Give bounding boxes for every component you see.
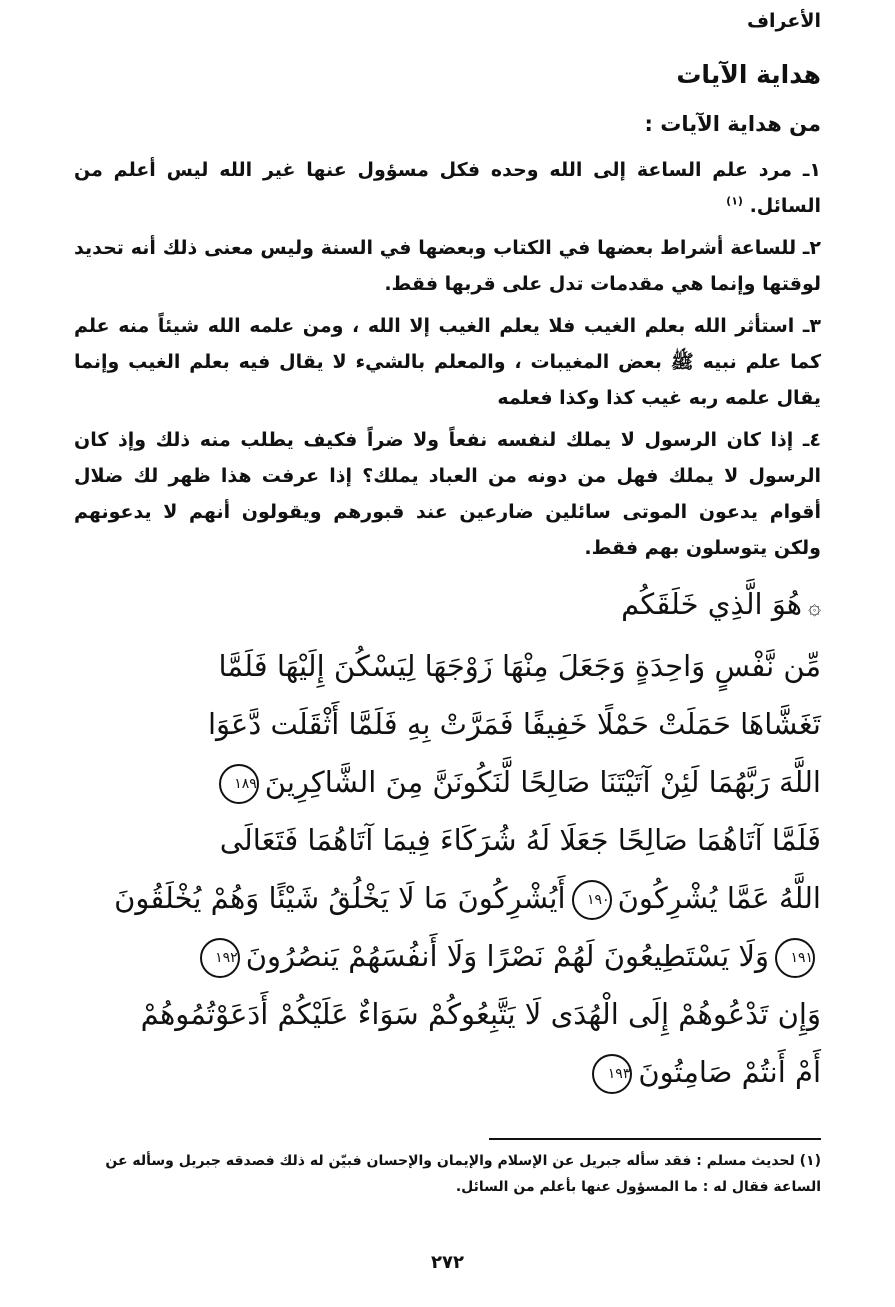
footnote-reference: (١) [726, 194, 743, 208]
quran-verses [114, 575, 821, 1101]
verse-number-marker: ١٩٠ [572, 880, 612, 920]
guidance-point-1: ١ـ مرد علم الساعة إلى الله وحده فكل مسؤول عنها غير الله ليس أعلم من السائل. $^{(١)}$ [74, 159, 821, 217]
point-text: مرد علم الساعة إلى الله وحده فكل مسؤول عنها غير الله ليس أعلم من السائل. [74, 159, 821, 217]
verse-line: وَإِن تَدْعُوهُمْ إِلَى الْهُدَى لَا يَتَّبِعُوكُمْ سَوَاءٌ عَلَيْكُمْ أَدَعَوْتُمُوهُمْ [140, 997, 821, 1031]
footnote [74, 1148, 821, 1200]
verse-number-marker: ١٩٢ [200, 938, 240, 978]
footnote-marker: (١) [799, 1153, 821, 1169]
verse-number-marker: ١٨٩ [219, 764, 259, 804]
verse-line: ١٩١وَلَا يَسْتَطِيعُونَ لَهُمْ نَصْرًا وَلَا أَنفُسَهُمْ يَنصُرُونَ١٩٢ [240, 927, 821, 985]
guidance-point-2: ٢ـ للساعة أشراط بعضها في الكتاب وبعضها في السنة وليس معنى ذلك أنه تحديد لوقتها وإنما هي مقدمات تدل على قربها فقط. [74, 237, 822, 295]
guidance-point-3: ٣ـ استأثر الله بعلم الغيب فلا يعلم الغيب إلا الله ، ومن علمه الله شيئاً منه علم كما علم نبيه ﷺ بعض المغيبات ، والمعلم بالشيء لا يقال فيه بعلم الغيب وإنما يقال علمه ربه غيب كذا وكذا فعلمه [74, 315, 822, 409]
surah-running-head: الأعراف [746, 10, 821, 32]
section-title: هداية الآيات [676, 60, 821, 89]
point-text: للساعة أشراط بعضها في الكتاب وبعضها في السنة وليس معنى ذلك أنه تحديد لوقتها وإنما هي مقدمات تدل على قربها فقط. [74, 237, 821, 295]
point-number: ١ [809, 159, 821, 181]
page-number: ٢٧٢ [431, 1252, 464, 1273]
verse-line: مِّن نَّفْسٍ وَاحِدَةٍ وَجَعَلَ مِنْهَا زَوْجَهَا لِيَسْكُنَ إِلَيْهَا فَلَمَّا [218, 649, 821, 683]
verse-number-marker: ١٩١ [775, 938, 815, 978]
point-number: ٤ [809, 429, 821, 451]
verse-line: اللَّهَ رَبَّهُمَا لَئِنْ آتَيْتَنَا صَالِحًا لَّنَكُونَنَّ مِنَ الشَّاكِرِينَ١٨٩ [240, 753, 821, 811]
verse-line: ۞هُوَ الَّذِي خَلَقَكُم [621, 587, 821, 621]
verse-line: فَلَمَّا آتَاهُمَا صَالِحًا جَعَلَا لَهُ شُرَكَاءَ فِيمَا آتَاهُمَا فَتَعَالَى [219, 823, 821, 857]
verse-line: اللَّهُ عَمَّا يُشْرِكُونَ١٩٠أَيُشْرِكُونَ مَا لَا يَخْلُقُ شَيْئًا وَهُمْ يُخْلَقُونَ [240, 869, 821, 927]
verse-line: تَغَشَّاهَا حَمَلَتْ حَمْلًا خَفِيفًا فَمَرَّتْ بِهِ فَلَمَّا أَثْقَلَت دَّعَوَا [207, 707, 821, 741]
verse-line: أَمْ أَنتُمْ صَامِتُونَ١٩٣ [240, 1043, 821, 1101]
guidance-point-4: ٤ـ إذا كان الرسول لا يملك لنفسه نفعاً ولا ضراً فكيف يطلب منه ذلك وإذ كان الرسول لا يملك فهل من دونه من العباد يملك؟ إذا عرفت هذا ظهر لك ضلال أقوام يدعون الموتى سائلين ضارعين عند قبورهم ويقولون أنهم لا يدعونهم ولكن يتوسلون بهم فقط. [74, 429, 821, 559]
section-subtitle: من هداية الآيات : [644, 112, 821, 136]
point-text: إذا كان الرسول لا يملك لنفسه نفعاً ولا ضراً فكيف يطلب منه ذلك وإذ كان الرسول لا يملك فهل من دونه من العباد يملك؟ إذا عرفت هذا ظهر لك ضلال أقوام يدعون الموتى سائلين ضارعين عند قبورهم ويقولون أنهم لا يدعونهم ولكن يتوسلون بهم فقط. [74, 429, 821, 559]
footnote-divider [489, 1138, 821, 1140]
guidance-points [74, 152, 821, 572]
rub-el-hizb-icon: ۞ [808, 595, 821, 620]
point-number: ٣ [809, 315, 822, 337]
point-text: استأثر الله بعلم الغيب فلا يعلم الغيب إلا الله ، ومن علمه الله شيئاً منه علم كما علم نبيه ﷺ بعض المغيبات ، والمعلم بالشيء لا يقال فيه بعلم الغيب وإنما يقال علمه ربه غيب كذا وكذا فعلمه [74, 315, 821, 409]
point-number: ٢ [809, 237, 822, 259]
verse-number-marker: ١٩٣ [592, 1054, 632, 1094]
footnote-text: لحديث مسلم : فقد سأله جبريل عن الإسلام والإيمان والإحسان فبيّن له ذلك فصدقه جبريل وسأله عن الساعة فقال له : ما المسؤول عنها بأعلم من السائل. [105, 1153, 821, 1195]
